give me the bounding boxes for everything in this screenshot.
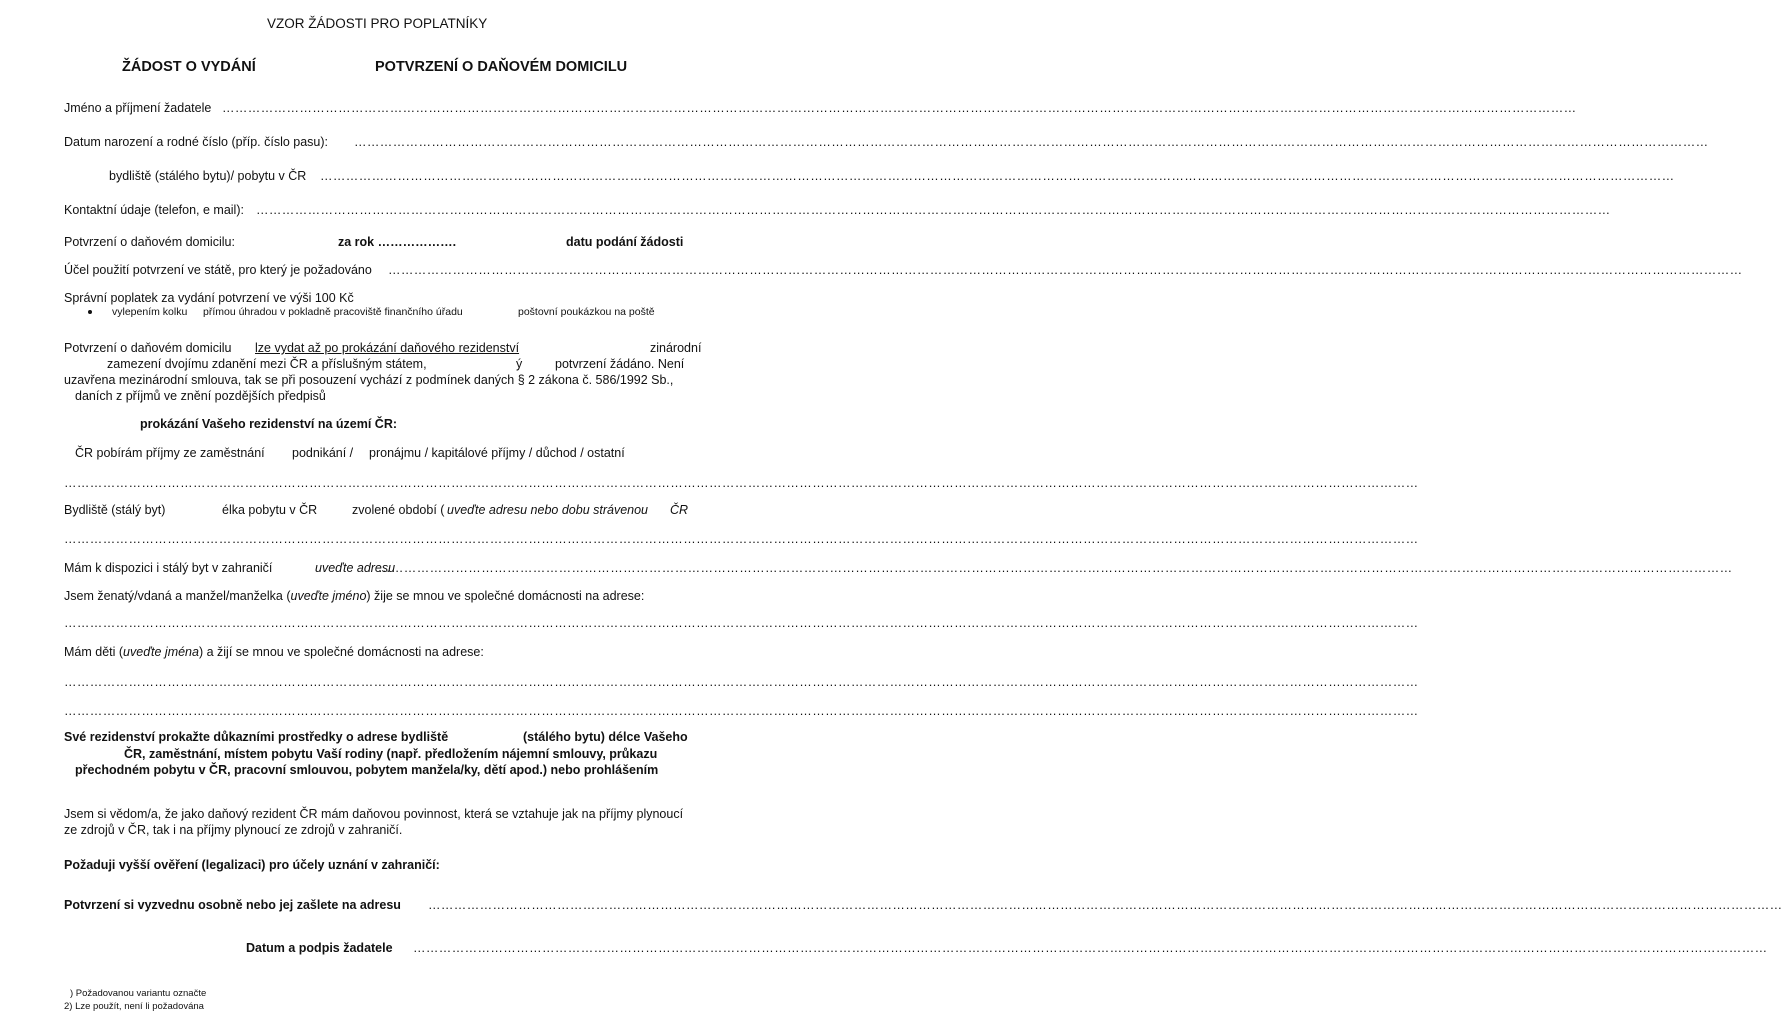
proof-heading: prokázání Vašeho rezidenství na území ČR: [140,417,398,431]
fee-option-cash[interactable]: přímou úhradou v pokladně pracoviště finančního úřadu [203,306,463,318]
fee-label: Správní poplatek za vydání potvrzení ve výši 100 Kč [64,291,354,305]
footnote-2: 2) Lze použít, není li požadována [64,1001,204,1012]
abroad-label: Mám k dispozici i stálý byt v zahraničí [64,561,273,575]
para1-text: potvrzení žádáno. Není [555,357,685,371]
stay-blank[interactable]: ……………………………………………………………………………………………………………………………………………………………………………………………………………………………………………………………………………………… [64,532,1419,546]
income-label[interactable]: ČR pobírám příjmy ze zaměstnání [75,446,265,460]
pickup-blank[interactable]: ……………………………………………………………………………………………………………………………………………………………………………………………………………………………………………………………………………………… [428,898,1783,912]
bullet-icon [88,310,92,314]
income-blank[interactable]: ……………………………………………………………………………………………………………………………………………………………………………………………………………………………………………………………………………………… [64,476,1419,490]
para2-text: Své rezidenství prokažte důkazními prostředky o adrese bydliště [64,730,449,744]
stay-label: Bydliště (stálý byt) [64,503,166,517]
fee-option-stamp[interactable]: vylepením kolku [112,306,188,318]
legalization-label: Požaduji vyšší ověření (legalizaci) pro účely uznání v zahraničí: [64,858,440,872]
heading-certificate: POTVRZENÍ O DAŇOVÉM DOMICILU [375,59,628,75]
residence-blank[interactable]: ……………………………………………………………………………………………………………………………………………………………………………………………………………………………………………………………………………………… [320,169,1675,183]
children-blank[interactable]: ……………………………………………………………………………………………………………………………………………………………………………………………………………………………………………………………………………………… [64,675,1419,689]
name-blank[interactable]: ……………………………………………………………………………………………………………………………………………………………………………………………………………………………………………………………………………………… [222,101,1577,115]
residence-label: bydliště (stálého bytu)/ pobytu v ČR [109,169,307,183]
stay-hint: uveďte adresu nebo dobu strávenou [447,503,649,517]
signature-label: Datum a podpis žadatele [246,941,393,955]
birth-blank[interactable]: ……………………………………………………………………………………………………………………………………………………………………………………………………………………………………………………………………………………… [354,135,1709,149]
heading-request: ŽÁDOST O VYDÁNÍ [122,59,256,75]
para1-text: daních z příjmů ve znění pozdějších předpisů [75,389,326,403]
para1-text: Potvrzení o daňovém domicilu [64,341,232,355]
para2-text: ČR, zaměstnání, místem pobytu Vaší rodiny (např. předložením nájemní smlouvy, průkazu [124,747,658,761]
para2-text: (stálého bytu) délce Vašeho [523,730,688,744]
contact-blank[interactable]: ……………………………………………………………………………………………………………………………………………………………………………………………………………………………………………………………………………………… [256,203,1611,217]
domicile-label: Potvrzení o daňovém domicilu: [64,235,235,249]
para1-underlined: lze vydat až po prokázání daňového rezidenství [255,341,520,355]
stay-country: ČR [670,503,689,517]
date-filing-label: datu podání žádosti [566,235,684,249]
stay-period: zvolené období ( [352,503,445,517]
abroad-hint: uveďte adresu [315,561,396,575]
married-label: Jsem ženatý/vdaná a manžel/manželka (uveďte jméno) žije se mnou ve společné domácnosti na adrese: [64,589,645,603]
fee-option-postal[interactable]: poštovní poukázkou na poště [518,306,655,318]
children-blank[interactable]: ……………………………………………………………………………………………………………………………………………………………………………………………………………………………………………………………………………………… [64,704,1419,718]
income-other[interactable]: pronájmu / kapitálové příjmy / důchod / ostatní [369,446,625,460]
children-label: Mám děti (uveďte jména) a žijí se mnou ve společné domácnosti na adrese: [64,645,484,659]
income-business[interactable]: podnikání / [292,446,354,460]
contact-label: Kontaktní údaje (telefon, e mail): [64,203,244,217]
document-title: VZOR ŽÁDOSTI PRO POPLATNÍKY [267,16,488,31]
para1-text: uzavřena mezinárodní smlouva, tak se při posouzení vychází z podmínek daných § 2 zákona č. 586/1992 Sb., [64,373,674,387]
para3-text: Jsem si vědom/a, že jako daňový rezident ČR mám daňovou povinnost, která se vztahuje jak na příjmy plynoucí [64,807,684,821]
para1-text: zinárodní [650,341,702,355]
stay-length: élka pobytu v ČR [222,503,318,517]
name-label: Jméno a příjmení žadatele [64,101,212,115]
pickup-label: Potvrzení si vyzvednu osobně nebo jej zašlete na adresu [64,898,401,912]
footnote-1: ) Požadovanou variantu označte [70,988,207,999]
birth-label: Datum narození a rodné číslo (příp. číslo pasu): [64,135,329,149]
signature-blank[interactable]: ……………………………………………………………………………………………………………………………………………………………………………………………………………………………………………………………………………………… [413,941,1768,955]
purpose-label: Účel použití potvrzení ve státě, pro který je požadováno [64,263,372,277]
abroad-blank[interactable]: ……………………………………………………………………………………………………………………………………………………………………………………………………………………………………………………………………………………… [378,561,1733,575]
para3-text: ze zdrojů v ČR, tak i na příjmy plynoucí ze zdrojů v zahraničí. [64,823,403,837]
para1-text: zamezení dvojímu zdanění mezi ČR a příslušným státem, [107,357,427,371]
para1-text: ý [516,357,523,371]
purpose-blank[interactable]: ……………………………………………………………………………………………………………………………………………………………………………………………………………………………………………………………………………………… [388,263,1743,277]
married-blank[interactable]: ……………………………………………………………………………………………………………………………………………………………………………………………………………………………………………………………………………………… [64,616,1419,630]
para2-text: přechodném pobytu v ČR, pracovní smlouvou, pobytem manžela/ky, dětí apod.) nebo prohlášením [75,763,659,777]
year-field[interactable]: za rok ………………. [338,235,457,249]
